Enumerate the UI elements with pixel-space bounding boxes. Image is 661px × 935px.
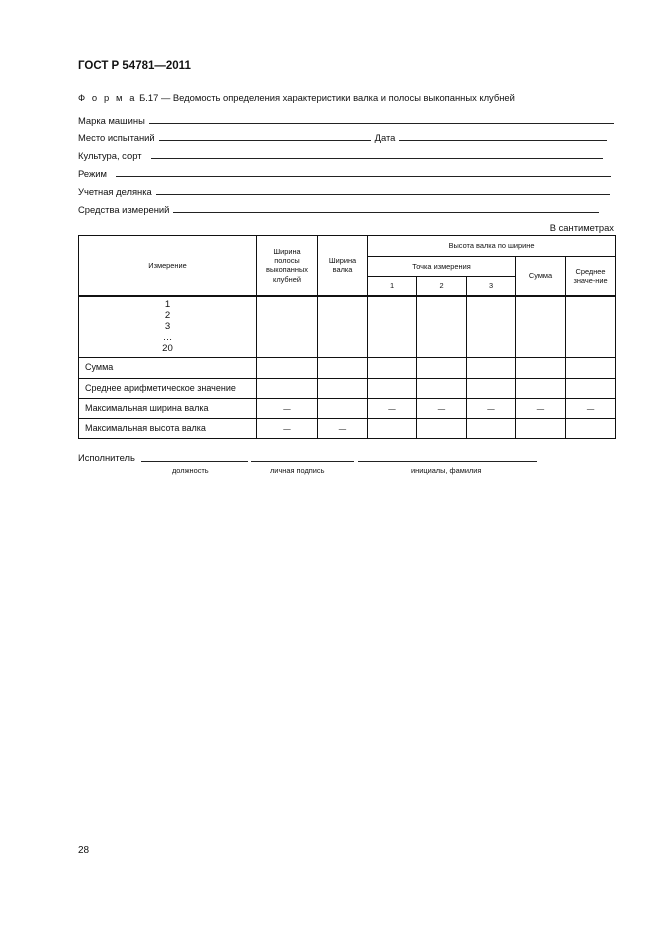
- table-cell[interactable]: [467, 419, 516, 439]
- dash-cell: —: [318, 419, 368, 439]
- form-prefix: Ф о р м а: [78, 92, 137, 103]
- table-cell[interactable]: [417, 358, 467, 379]
- row-label-max-height: Максимальная высота валка: [79, 419, 257, 439]
- header-point-3: 3: [467, 277, 516, 296]
- table-cell[interactable]: [467, 296, 516, 358]
- table-cell[interactable]: [368, 296, 417, 358]
- table-row-measurements: [79, 296, 616, 358]
- field-crop-line[interactable]: [151, 158, 603, 159]
- row-label-mean: Среднее арифметическое значение: [79, 379, 257, 399]
- measurement-table: [78, 235, 616, 439]
- field-machine: [78, 112, 614, 126]
- dash-cell: —: [516, 399, 566, 419]
- field-test-site: [78, 129, 607, 143]
- field-instruments-label: Средства измерений: [78, 204, 170, 215]
- field-test-site-label: Место испытаний: [78, 132, 155, 143]
- field-date-label: Дата: [374, 132, 396, 143]
- measurement-numbers: [79, 296, 257, 358]
- dash-cell: —: [257, 419, 318, 439]
- header-mean: Среднее значе-ние: [566, 257, 616, 296]
- page-number: 28: [78, 845, 90, 856]
- field-instruments-line[interactable]: [173, 212, 599, 213]
- field-plot-label: Учетная делянка: [78, 186, 152, 197]
- field-mode-line[interactable]: [116, 176, 611, 177]
- row-label-sum: Сумма: [79, 358, 257, 379]
- table-cell[interactable]: [257, 358, 318, 379]
- signature-position-line[interactable]: [141, 461, 248, 462]
- header-points-group: Точка измерения: [368, 257, 516, 277]
- field-crop-label: Культура, сорт: [78, 150, 142, 161]
- signature-name-line[interactable]: [358, 461, 537, 462]
- table-cell[interactable]: [417, 379, 467, 399]
- table-cell[interactable]: [257, 379, 318, 399]
- table-cell[interactable]: [318, 358, 368, 379]
- row-label-max-width: Максимальная ширина валка: [79, 399, 257, 419]
- signature-label: Исполнитель: [78, 452, 135, 463]
- dash-cell: —: [566, 399, 616, 419]
- field-mode: [78, 165, 611, 179]
- dash-cell: —: [417, 399, 467, 419]
- form-caption: Б.17 — Ведомость определения характеристики валка и полосы выкопанных клубней: [139, 92, 515, 103]
- table-cell[interactable]: [368, 358, 417, 379]
- signature-name-caption: инициалы, фамилия: [411, 466, 482, 475]
- field-test-site-line[interactable]: [159, 140, 371, 141]
- table-cell[interactable]: [368, 379, 417, 399]
- measurement-number: 20: [162, 343, 173, 355]
- field-mode-label: Режим: [78, 168, 107, 179]
- table-cell[interactable]: [566, 419, 616, 439]
- table-cell[interactable]: [566, 296, 616, 358]
- header-measurement: Измерение: [79, 236, 257, 296]
- dash-cell: —: [368, 399, 417, 419]
- units-note: В сантиметрах: [549, 222, 614, 233]
- header-point-2: 2: [417, 277, 467, 296]
- measurement-number: 2: [164, 310, 171, 322]
- field-machine-line[interactable]: [149, 123, 614, 124]
- header-windrow-width: Ширина валка: [318, 236, 368, 296]
- header-strip-width: Ширина полосы выкопанных клубней: [257, 236, 318, 296]
- table-row-sum: [79, 358, 616, 379]
- field-plot-line[interactable]: [156, 194, 610, 195]
- table-cell[interactable]: [417, 296, 467, 358]
- field-date-line[interactable]: [399, 140, 607, 141]
- field-plot: [78, 183, 610, 197]
- document-standard-title: ГОСТ Р 54781—2011: [78, 60, 191, 72]
- measurement-number: 3: [164, 321, 171, 333]
- table-row-max-width: [79, 399, 616, 419]
- table-cell[interactable]: [318, 379, 368, 399]
- measurement-number: …: [162, 332, 173, 344]
- form-title: [78, 92, 515, 103]
- signature-position-caption: должность: [172, 466, 209, 475]
- header-sum: Сумма: [516, 257, 566, 296]
- table-cell[interactable]: [516, 358, 566, 379]
- table-cell[interactable]: [467, 379, 516, 399]
- field-crop: [78, 147, 603, 161]
- field-machine-label: Марка машины: [78, 115, 145, 126]
- table-cell[interactable]: [368, 419, 417, 439]
- table-cell[interactable]: [516, 379, 566, 399]
- table-row-mean: [79, 379, 616, 399]
- field-instruments: [78, 201, 599, 215]
- header-height-group: Высота валка по ширине: [368, 236, 616, 257]
- measurement-number: 1: [164, 299, 171, 311]
- table-cell[interactable]: [467, 358, 516, 379]
- table-cell[interactable]: [257, 296, 318, 358]
- signature-sign-caption: личная подпись: [270, 466, 325, 475]
- table-cell[interactable]: [516, 419, 566, 439]
- table-cell[interactable]: [417, 419, 467, 439]
- header-point-1: 1: [368, 277, 417, 296]
- dash-cell: —: [467, 399, 516, 419]
- dash-cell: —: [257, 399, 318, 419]
- table-row-max-height: [79, 419, 616, 439]
- signature-sign-line[interactable]: [251, 461, 354, 462]
- table-cell[interactable]: [566, 379, 616, 399]
- table-cell[interactable]: [516, 296, 566, 358]
- table-cell[interactable]: [566, 358, 616, 379]
- table-cell[interactable]: [318, 399, 368, 419]
- table-cell[interactable]: [318, 296, 368, 358]
